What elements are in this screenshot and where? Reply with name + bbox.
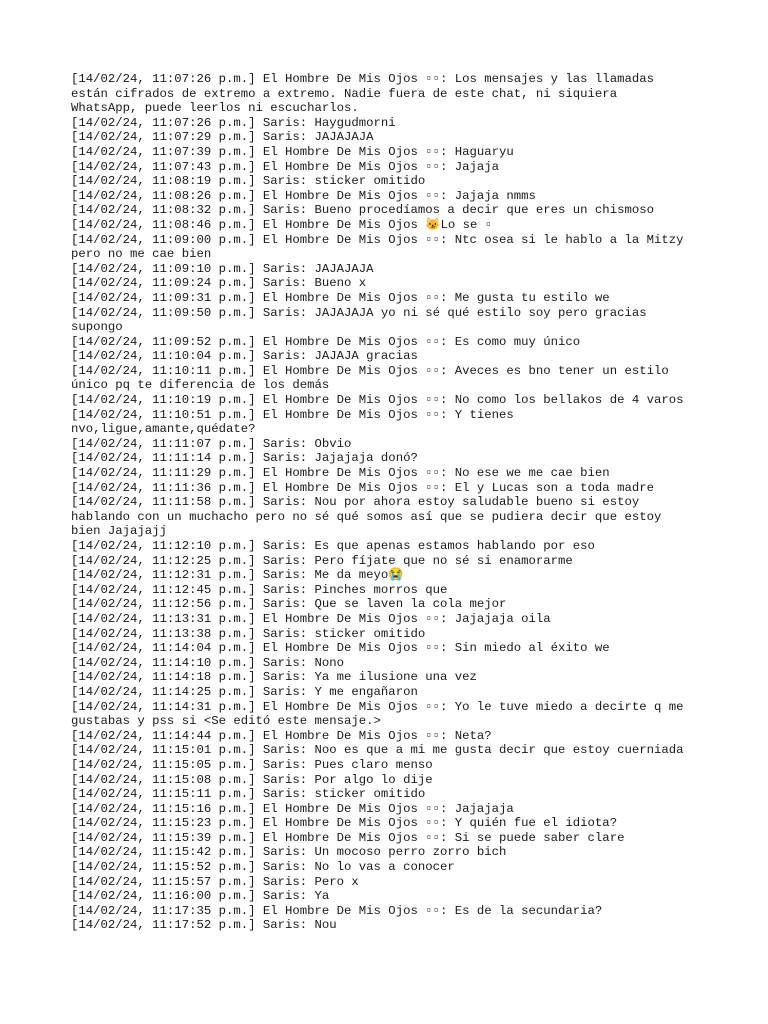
transcript-line: [14/02/24, 11:07:26 p.m.] El Hombre De Mis Ojos ▫▫: Los mensajes y las llamadas: [71, 72, 654, 86]
transcript-line: [14/02/24, 11:12:56 p.m.] Saris: Que se laven la cola mejor: [71, 597, 507, 612]
transcript-line: [14/02/24, 11:15:39 p.m.] El Hombre De Mis Ojos ▫▫: Si se puede saber clare: [71, 830, 625, 845]
transcript-line: [14/02/24, 11:13:31 p.m.] El Hombre De Mis Ojos ▫▫: Jajajaja oila: [71, 611, 551, 626]
transcript-line: [14/02/24, 11:17:35 p.m.] El Hombre De Mis Ojos ▫▫: Es de la secundaria?: [71, 903, 603, 918]
transcript-line: [14/02/24, 11:09:24 p.m.] Saris: Bueno x: [71, 276, 367, 291]
transcript-line: [14/02/24, 11:09:00 p.m.] El Hombre De Mis Ojos ▫▫: Ntc osea si le hablo a la Mitzy: [71, 232, 684, 247]
transcript-line: están cifrados de extremo a extremo. Nadie fuera de este chat, ni siquiera: [71, 86, 618, 101]
transcript-line: [14/02/24, 11:14:25 p.m.] Saris: Y me engañaron: [71, 684, 418, 699]
transcript-line: [14/02/24, 11:11:14 p.m.] Saris: Jajajaja donó?: [71, 451, 418, 466]
transcript-line: [14/02/24, 11:08:32 p.m.] Saris: Bueno procedíamos a decir que eres un chismoso: [71, 203, 654, 218]
transcript-line: WhatsApp, puede leerlos ni escucharlos.: [71, 101, 359, 116]
transcript-line: [14/02/24, 11:09:31 p.m.] El Hombre De Mis Ojos ▫▫: Me gusta tu estilo we: [71, 290, 610, 305]
transcript-line: [14/02/24, 11:07:26 p.m.] Saris: Haygudmorni: [71, 115, 396, 130]
transcript-line: [14/02/24, 11:15:52 p.m.] Saris: No lo vas a conocer: [71, 860, 455, 875]
transcript-line: hablando con un muchacho pero no sé qué somos así que se pudiera decir que estoy: [71, 509, 662, 524]
transcript-line: [14/02/24, 11:09:10 p.m.] Saris: JAJAJAJA: [71, 261, 374, 276]
transcript-line: [14/02/24, 11:07:43 p.m.] El Hombre De Mis Ojos ▫▫: Jajaja: [71, 159, 500, 174]
chat-transcript: [71, 72, 761, 933]
transcript-line: [14/02/24, 11:15:23 p.m.] El Hombre De Mis Ojos ▫▫: Y quién fue el idiota?: [71, 816, 618, 831]
transcript-line: [14/02/24, 11:08:46 p.m.] El Hombre De Mis Ojos 😼Lo se ▫: [71, 217, 493, 232]
transcript-line: supongo: [71, 320, 123, 335]
transcript-line: [14/02/24, 11:10:11 p.m.] El Hombre De Mis Ojos ▫▫: Aveces es bno tener un estilo: [71, 363, 669, 378]
transcript-line: [14/02/24, 11:17:52 p.m.] Saris: Nou: [71, 918, 337, 933]
transcript-line: único pq te diferencia de los demás: [71, 378, 330, 393]
transcript-line: [14/02/24, 11:16:00 p.m.] Saris: Ya: [71, 889, 330, 904]
transcript-line: [14/02/24, 11:11:07 p.m.] Saris: Obvio: [71, 436, 352, 451]
transcript-line: bien Jajajajj: [71, 524, 167, 539]
transcript-line: [14/02/24, 11:15:05 p.m.] Saris: Pues claro menso: [71, 757, 433, 772]
transcript-line: [14/02/24, 11:09:52 p.m.] El Hombre De Mis Ojos ▫▫: Es como muy único: [71, 334, 581, 349]
transcript-line: gustabas y pss si <Se editó este mensaje.>: [71, 714, 381, 729]
transcript-line: [14/02/24, 11:15:11 p.m.] Saris: sticker omitido: [71, 787, 426, 802]
transcript-line: [14/02/24, 11:12:25 p.m.] Saris: Pero fíjate que no sé si enamorarme: [71, 553, 573, 568]
transcript-line: [14/02/24, 11:07:39 p.m.] El Hombre De Mis Ojos ▫▫: Haguaryu: [71, 144, 514, 159]
transcript-line: [14/02/24, 11:12:10 p.m.] Saris: Es que apenas estamos hablando por eso: [71, 539, 595, 553]
transcript-line: [14/02/24, 11:08:26 p.m.] El Hombre De Mis Ojos ▫▫: Jajaja nmms: [71, 188, 536, 203]
transcript-line: nvo,ligue,amante,quédate?: [71, 422, 256, 437]
transcript-line: [14/02/24, 11:12:45 p.m.] Saris: Pinches morros que: [71, 582, 448, 597]
transcript-line: [14/02/24, 11:15:01 p.m.] Saris: Noo es que a mi me gusta decir que estoy cuerniada: [71, 743, 684, 758]
transcript-line: [14/02/24, 11:14:04 p.m.] El Hombre De Mis Ojos ▫▫: Sin miedo al éxito we: [71, 641, 610, 656]
transcript-line: [14/02/24, 11:09:50 p.m.] Saris: JAJAJAJA yo ni sé qué estilo soy pero gracias: [71, 305, 647, 320]
transcript-line: [14/02/24, 11:10:19 p.m.] El Hombre De Mis Ojos ▫▫: No como los bellakos de 4 varos: [71, 393, 684, 408]
transcript-line: [14/02/24, 11:10:04 p.m.] Saris: JAJAJA gracias: [71, 349, 418, 364]
transcript-line: [14/02/24, 11:15:57 p.m.] Saris: Pero x: [71, 874, 359, 889]
transcript-line: pero no me cae bien: [71, 247, 212, 262]
transcript-line: [14/02/24, 11:12:31 p.m.] Saris: Me da meyo😭: [71, 568, 404, 583]
transcript-line: [14/02/24, 11:07:29 p.m.] Saris: JAJAJAJA: [71, 130, 374, 145]
transcript-line: [14/02/24, 11:15:16 p.m.] El Hombre De Mis Ojos ▫▫: Jajajaja: [71, 801, 514, 816]
transcript-line: [14/02/24, 11:13:38 p.m.] Saris: sticker omitido: [71, 626, 426, 641]
transcript-line: [14/02/24, 11:14:10 p.m.] Saris: Nono: [71, 655, 345, 670]
transcript-line: [14/02/24, 11:08:19 p.m.] Saris: sticker omitido: [71, 174, 426, 189]
transcript-line: [14/02/24, 11:14:31 p.m.] El Hombre De Mis Ojos ▫▫: Yo le tuve miedo a decirte q me: [71, 699, 684, 714]
transcript-line: [14/02/24, 11:11:58 p.m.] Saris: Nou por ahora estoy saludable bueno si estoy: [71, 495, 640, 510]
transcript-line: [14/02/24, 11:11:36 p.m.] El Hombre De Mis Ojos ▫▫: El y Lucas son a toda madre: [71, 480, 654, 495]
transcript-line: [14/02/24, 11:15:08 p.m.] Saris: Por algo lo dije: [71, 772, 433, 787]
transcript-line: [14/02/24, 11:14:18 p.m.] Saris: Ya me ilusione una vez: [71, 670, 477, 685]
transcript-line: [14/02/24, 11:14:44 p.m.] El Hombre De Mis Ojos ▫▫: Neta?: [71, 728, 492, 743]
transcript-line: [14/02/24, 11:10:51 p.m.] El Hombre De Mis Ojos ▫▫: Y tienes: [71, 407, 514, 422]
transcript-line: [14/02/24, 11:11:29 p.m.] El Hombre De Mis Ojos ▫▫: No ese we me cae bien: [71, 466, 610, 481]
transcript-line: [14/02/24, 11:15:42 p.m.] Saris: Un mocoso perro zorro bich: [71, 845, 507, 860]
